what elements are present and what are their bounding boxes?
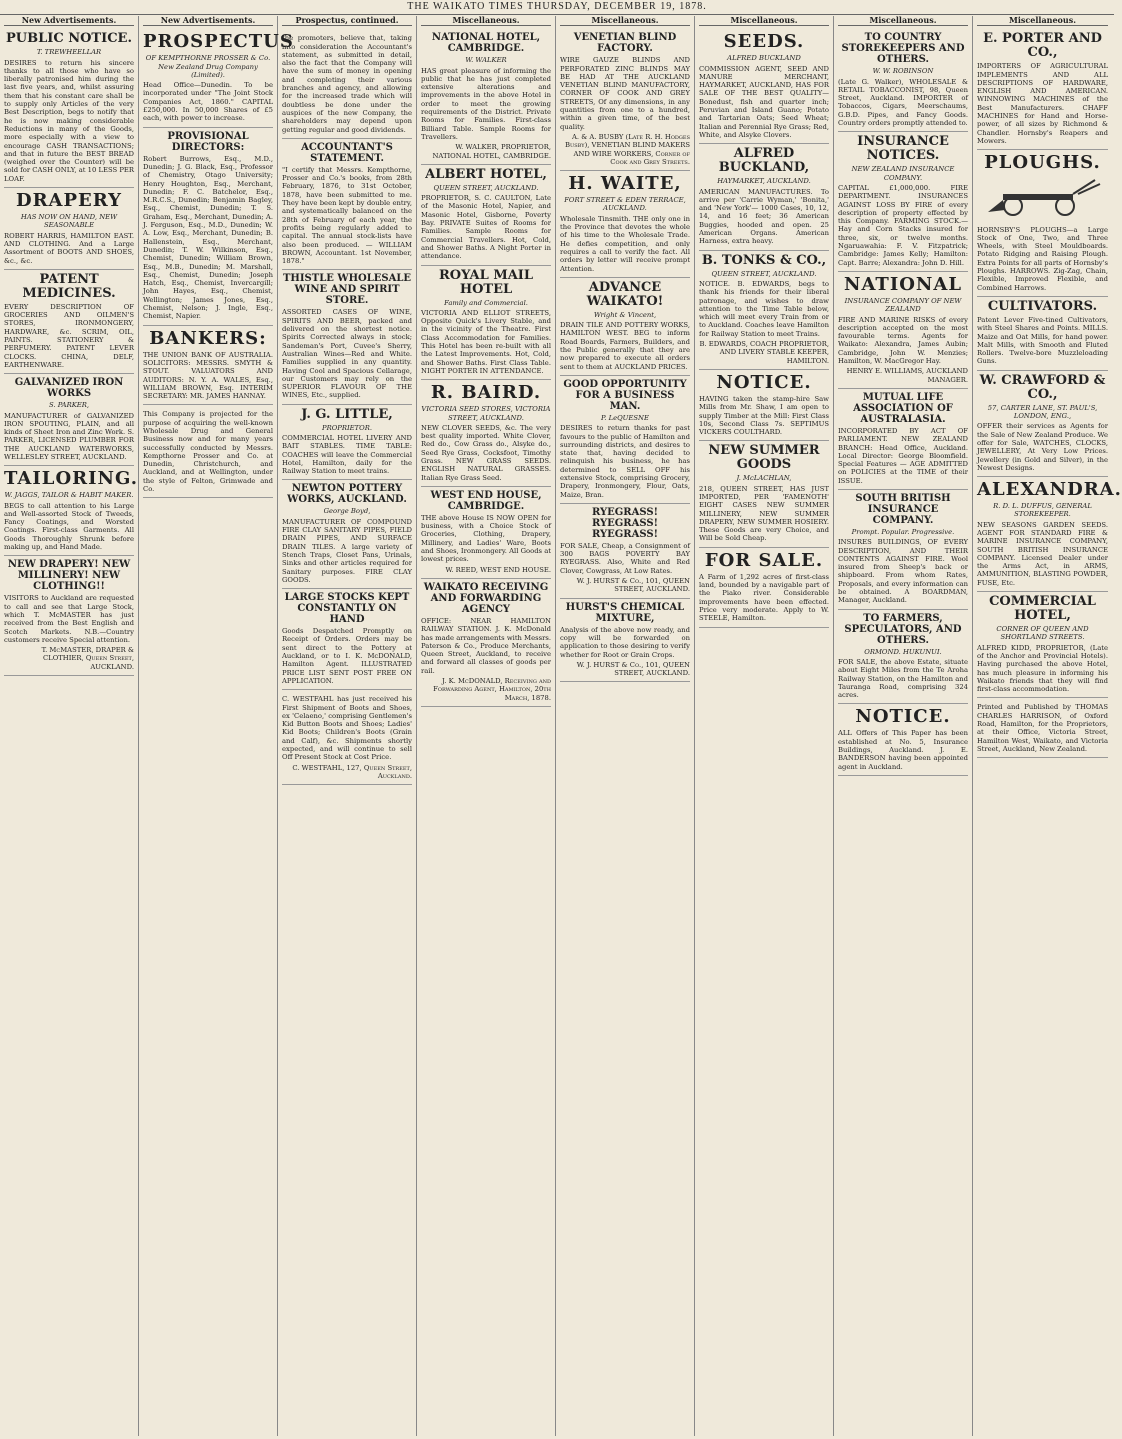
advertisement [838, 132, 968, 272]
advertisement [838, 29, 968, 132]
ad-signature: B. EDWARDS, COACH PROPRIETOR, AND LIVERY STABLE KEEPER, HAMILTON. [699, 340, 829, 365]
ad-subtitle: W. WALKER [465, 56, 507, 65]
ad-subtitle: Prompt. Popular. Progressive. [851, 527, 955, 536]
ad-subtitle: NEW ZEALAND INSURANCE COMPANY. [851, 165, 955, 182]
ad-title: RYEGRASS! RYEGRASS! RYEGRASS! [592, 506, 658, 540]
ad-body: "I certify that Messrs. Kempthorne, Prosser and Co.'s books, from 28th February, 1876, to 31st October, 1878, have been submitted to me. They have been kept by double entry, and systematically balanced on the 28th of February of each year, the profits being regularly added to capital. The annual stock-lists have also been produced. — WILLIAM BROWN, Accountant. 1st November, 1878." [282, 165, 412, 266]
advertisement [838, 704, 968, 775]
advertisement [977, 698, 1108, 758]
ad-body: HAS great pleasure of informing the public that he has just completed extensive alterations and improvements in the above Hotel in order to meet the growing requirements of the District. Private Rooms for Families. First-class Billiard Table. Sample Rooms for Travellers. [421, 66, 551, 141]
advertisement [143, 326, 273, 406]
ad-title: FOR SALE. [704, 549, 824, 571]
ad-title: WAIKATO RECEIVING AND FORWARDING AGENCY [423, 581, 549, 615]
column-2 [139, 15, 294, 1436]
plough-engraving-icon [983, 176, 1103, 218]
ad-title: NEWTON POTTERY WORKS, AUCKLAND. [287, 483, 407, 506]
ad-subtitle: Wright & Vincent, [593, 310, 657, 319]
ad-title: NEW DRAPERY! NEW MILLINERY! NEW CLOTHING!! [7, 559, 131, 593]
ad-subtitle: R. D. L. DUFFUS, GENERAL STOREKEEPER. [993, 502, 1092, 519]
ad-signature: W. WALKER, PROPRIETOR, NATIONAL HOTEL, CAMBRIDGE. [432, 143, 551, 160]
ad-body: THE above House IS NOW OPEN for business, with a Choice Stock of Groceries, Clothing, Drapery, Millinery, and Ladies' Ware, Boots and Shoes, Ironmongery. All Goods at lowest prices. [421, 513, 551, 564]
ad-title: PROVISIONAL DIRECTORS: [167, 130, 249, 153]
advertisement [699, 441, 829, 547]
advertisement [560, 504, 690, 599]
ad-title: GOOD OPPORTUNITY FOR A BUSINESS MAN. [563, 378, 687, 412]
ad-signature: A. & A. BUSBY (Late R. H. Hodges Busby), VENETIAN BLIND MAKERS AND WIRE WORKERS, Corner of Cook and Grey Streets. [565, 132, 690, 166]
ad-body: COMMISSION AGENT, SEED AND MANURE MERCHANT, HAYMARKET, AUCKLAND, HAS FOR SALE OF THE BEST QUALITY—Bonedust, fish and quarter inch; Peruvian and Island Guano; Potato and Tartarian Oats; Seed Wheat; Italian and Perennial Rye Grass; Red, White, and Alsyke Clovers. [699, 64, 829, 139]
ad-subtitle: S. PARKER, [48, 401, 90, 410]
advertisement [421, 380, 551, 487]
advertisement [282, 589, 412, 690]
advertisement [282, 270, 412, 404]
ad-body: VICTORIA AND ELLIOT STREETS, Opposite Quick's Livery Stable, and in the vicinity of the Theatre. First Class Accommodation for Families. This Hotel has been re-built with all the Latest Improvements. Hot, Cold, and Shower Baths. First Class Table. NIGHT PORTER IN ATTENDANCE. [421, 308, 551, 375]
column-heading: New Advertisements. [4, 16, 134, 26]
ad-title: LARGE STOCKS KEPT CONSTANTLY ON HAND [284, 592, 410, 626]
ad-body: ASSORTED CASES OF WINE, SPIRITS AND BEER, packed and delivered on the shortest notice. Spirits Corrected always in stock; Sandeman's Port, Cuvee's Sherry, Australian Wines—Red and White. Families supplied in any quantity. Having Cool and Spacious Cellarage, our Customers may rely on the SUPERIOR FLAVOUR OF THE WINES, Etc., supplied. [282, 308, 412, 400]
column-heading: Prospectus, continued. [282, 16, 412, 26]
ad-body: THE UNION BANK OF AUSTRALIA. SOLICITORS: MESSRS. SMYTH & STOUT. VALUATORS AND AUDITORS: N. Y. A. WALES, Esq., WILLIAM BROWN, Esq. INTERIM SECRETARY: MR. JAMES HANNAY. [143, 350, 273, 401]
ad-body: IMPORTERS OF AGRICULTURAL IMPLEMENTS AND ALL DESCRIPTIONS OF HARDWARE, ENGLISH AND AMERICAN. WINNOWING MACHINES of the Best Manufacturers. CHAFF MACHINES for Hand and Horse-power, of all sizes by Richmond & Chandler. Hornsby's Reapers and Mowers. [977, 62, 1108, 145]
advertisement [282, 480, 412, 589]
column-5 [556, 16, 695, 1436]
advertisement [282, 405, 412, 481]
ad-signature: W. REED, WEST END HOUSE. [445, 565, 551, 574]
advertisement [560, 171, 690, 278]
ad-body: NEW SEASONS GARDEN SEEDS. AGENT FOR STANDARD FIRE & MARINE INSURANCE COMPANY, SOUTH BRITISH INSURANCE COMPANY. Licensed Dealer under the Arms Act, in ARMS, AMMUNITION, BLASTING POWDER, FUSE, Etc. [977, 520, 1108, 587]
ad-subtitle: George Boyd, [323, 507, 371, 516]
ad-subtitle: CORNER OF QUEEN AND SHORTLAND STREETS. [996, 625, 1089, 642]
advertisement [977, 150, 1108, 297]
ad-title: WEST END HOUSE, CAMBRIDGE. [430, 489, 542, 512]
advertisement [4, 270, 134, 374]
ad-subtitle: QUEEN STREET, AUCKLAND. [711, 269, 817, 278]
ad-title: THISTLE WHOLESALE WINE AND SPIRIT STORE. [282, 273, 412, 307]
ad-subtitle: W. JAGGS, TAILOR & HABIT MAKER. [4, 491, 134, 500]
ad-signature: W. J. HURST & Co., 101, QUEEN STREET, AUCKLAND. [576, 660, 690, 678]
ad-title: SOUTH BRITISH INSURANCE COMPANY. [855, 492, 951, 526]
advertisement [699, 29, 829, 144]
ad-body: NOTICE. B. EDWARDS, begs to thank his friends for their liberal patronage, and wishes to draw attention to the Time Table below, which will meet every Train from or to Auckland. Coaches leave Hamilton for Railway Station to meet Trains. [699, 279, 829, 338]
ad-subtitle: 57, CARTER LANE, ST. PAUL'S, LONDON, ENG., [987, 403, 1098, 421]
ad-subtitle: Family and Commercial. [444, 298, 528, 307]
advertisement [699, 144, 829, 250]
column-7 [834, 16, 973, 1436]
column-heading: New Advertisements. [143, 16, 273, 26]
ad-body: FIRE AND MARINE RISKS of every description accepted on the most favourable terms. Agents for Waikato: Alexandra, James Aubin; Cambridge, John W. Menzies; Hamilton, W. MacGregor Hay. [838, 315, 968, 366]
ad-body: (Late G. Walker), WHOLESALE & RETAIL TOBACCONIST, 98, Queen Street, Auckland. IMPORTER of Tobaccos, Cigars, Meerschaums, G.B.D. Pipes, and Fancy Goods. Country orders promptly attended to. [838, 77, 968, 128]
advertisement [4, 374, 134, 466]
ad-body: INCORPORATED BY ACT OF PARLIAMENT. NEW ZEALAND BRANCH: Head Office, Auckland. Local Director: George Bloomfield. Special Features — AGE ADMITTED on POLICIES at the TIME of their ISSUE. [838, 426, 968, 485]
advertisement [421, 165, 551, 266]
ad-subtitle: J. McLACHLAN, [736, 474, 792, 483]
ad-body: C. WESTFAHL has just received his First Shipment of Boots and Shoes, ex 'Celaeno,' comprising Gentlemen's Kid Button Boots and Shoes; Ladies' Kid Boots; Children's Boots (Grain and Calf), &c. Shipments shortly expected, and will continue to sell Off Present Stock at Cost Price. [282, 695, 412, 762]
ad-subtitle: HAS NOW ON HAND, NEW SEASONABLE [20, 213, 118, 230]
advertisement [977, 371, 1108, 477]
advertisement [4, 29, 134, 188]
ad-body: WIRE GAUZE BLINDS AND PERFORATED ZINC BLINDS MAY BE HAD AT THE AUCKLAND VENETIAN BLIND MANUFACTORY, CORNER OF COOK AND GREY STREETS, Of any dimensions, in any quantities from one to a hundred, within a given time, of the best quality. [560, 56, 690, 131]
ad-title: ACCOUNTANT'S STATEMENT. [301, 141, 393, 164]
ad-signature: J. K. McDONALD, Receiving and Forwarding Agent, Hamilton, 20th March, 1878. [433, 677, 551, 702]
ad-body: MANUFACTURER of GALVANIZED IRON SPOUTING, PLAIN, and all kinds of Sheet Iron and Zinc Work. S. PARKER, LICENSED PLUMBER FOR THE AUCKLAND WATERWORKS, WELLESLEY STREET, AUCKLAND. [4, 411, 134, 461]
advertisement [699, 548, 829, 628]
ad-title: PATENT MEDICINES. [22, 271, 116, 301]
ad-body: HORNSBY'S PLOUGHS—a Large Stock of One, Two, and Three Wheels, with Steel Mouldboards. Potato Ridging and Raising Plough. Extra Points for all parts of Hornsby's Ploughs. HARROWS. Zig-Zag, Chain, Flexible, Improved Flexible, and Combined Harrows. [977, 225, 1108, 292]
ad-title: ROYAL MAIL HOTEL [438, 267, 534, 297]
advertisement [838, 490, 968, 610]
ad-body: CAPITAL £1,000,000. FIRE DEPARTMENT. INSURANCES AGAINST LOSS BY FIRE of every description of property effected by this Company. FARMING STOCK.—Hay and Corn Stacks insured for three, six, or twelve months. Ngaruawahia: F. V. Fitzpatrick; Cambridge: James Kelly; Hamilton: Capt. Barre; Alexandra: John D. Hill. [838, 183, 968, 267]
advertisement [282, 690, 412, 785]
ad-title: PLOUGHS. [984, 152, 1101, 174]
advertisement [560, 29, 690, 171]
column-6 [695, 16, 834, 1436]
advertisement [143, 405, 273, 498]
ad-title: ADVANCE WAIKATO! [586, 279, 664, 309]
ad-body: FOR SALE, the above Estate, situate about Eight Miles from the Te Aroha Railway Station, on the Hamilton and Tauranga Road, comprising 324 acres. [838, 657, 968, 700]
advertisement [977, 592, 1108, 698]
ad-subtitle: OF KEMPTHORNE PROSSER & Co. New Zealand Drug Company (Limited). [145, 54, 271, 79]
advertisement [421, 266, 551, 381]
advertisement [838, 610, 968, 705]
ad-title: TO COUNTRY STOREKEEPERS AND OTHERS. [841, 32, 965, 66]
column-heading: Miscellaneous. [421, 16, 551, 26]
ad-body: VISITORS to Auckland are requested to call and see that Large Stock, which T. McMASTER has just received from the Best English and Scotch Markets. N.B.—Country customers receive Special attention. [4, 594, 134, 644]
ad-body: DESIRES to return thanks for past favours to the public of Hamilton and surrounding districts, and desires to state that, having decided to relinquish his business, he has determined to SELL OFF his extensive Stock, comprising Grocery, Drapery, Ironmongery, Flour, Oats, Maize, Bran. [560, 424, 690, 499]
column-heading: Miscellaneous. [977, 16, 1108, 26]
ad-title: NOTICE. [855, 706, 951, 728]
ad-body: Wholesale Tinsmith. THE only one in the Province that devotes the whole of his time to the Wholesale Trade. He defies competition, and only requires a call to verify the fact. All orders by letter will receive prompt Attention. [560, 214, 690, 273]
columns [0, 15, 1122, 1436]
advertisement [977, 477, 1122, 592]
column-heading: Miscellaneous. [838, 16, 968, 26]
ad-subtitle: P. LeQUESNE [601, 413, 649, 422]
ad-title: B. TONKS & CO., [701, 252, 827, 268]
ad-body: Head Office—Dunedin. To be incorporated under "The Joint Stock Companies Act, 1860." CAPITAL £250,000. In 50,000 Shares of £5 each, with power to increase. [143, 81, 273, 123]
ad-body: OFFICE: NEAR HAMILTON RAILWAY STATION. J. K. McDonald has made arrangements with Messrs. Paterson & Co., Produce Merchants, Queen Street, Auckland, to receive and forward all classes of goods per rail. [421, 616, 551, 675]
ad-body: 218, QUEEN STREET, HAS JUST IMPORTED, PER 'FAMENOTH' EIGHT CASES NEW SUMMER MILLINERY, NEW SUMMER DRAPERY, NEW SUMMER HOSIERY. These Goods are very Choice, and Will be Sold Cheap. [699, 484, 829, 543]
ad-title: NOTICE. [716, 371, 812, 393]
advertisement [282, 139, 412, 271]
column-heading: Miscellaneous. [699, 16, 829, 26]
ad-title: TAILORING. [4, 468, 138, 490]
ad-subtitle: PROPRIETOR. [322, 423, 372, 432]
advertisement [560, 376, 690, 504]
ad-body: OFFER their services as Agents for the Sale of New Zealand Produce. We offer for Sale, WATCHES, CLOCKS, JEWELLERY, At Very Low Prices. Jewellery (in Gold and Silver), in the Newest Designs. [977, 422, 1108, 472]
advertisement [4, 556, 134, 676]
ad-subtitle: VICTORIA SEED STORES, VICTORIA STREET, AUCKLAND. [421, 405, 551, 422]
ad-subtitle: T. TREWHEELLAR [36, 48, 102, 57]
ad-body: the promoters, believe that, taking into consideration the Accountant's statement, as submitted in detail, also the fact that the Company will have the sum of money in opening and completing their various branches and agency, and allowing for the increased trade which will doubtless be done under the auspices of the new Company, the shareholders may depend upon getting regular and good dividends. [282, 34, 412, 134]
ad-title: E. PORTER AND CO., [983, 31, 1102, 61]
ad-subtitle: ALFRED BUCKLAND [727, 54, 801, 63]
ad-body: FOR SALE, Cheap, a Consignment of 300 BAGS POVERTY BAY RYEGRASS. Also, White and Red Clover, Cowgrass, At Low Rates. [560, 541, 690, 575]
advertisement [4, 466, 138, 556]
ad-title: ALFRED BUCKLAND, [718, 146, 810, 176]
ad-signature: W. J. HURST & Co., 101, QUEEN STREET, AUCKLAND. [576, 577, 690, 594]
ad-signature: C. WESTFAHL, 127, Queen Street, Auckland. [292, 763, 412, 780]
ad-signature: T. McMASTER, DRAPER & CLOTHIER, Queen Street, AUCKLAND. [41, 646, 134, 671]
advertisement [282, 29, 412, 139]
ad-title: COMMERCIAL HOTEL, [989, 594, 1096, 624]
ad-subtitle: INSURANCE COMPANY OF NEW ZEALAND [844, 296, 962, 314]
ad-title: W. CRAWFORD & CO., [979, 372, 1106, 402]
ad-title: VENETIAN BLIND FACTORY. [573, 32, 677, 55]
advertisement [421, 579, 551, 707]
ad-title: BANKERS: [149, 327, 267, 349]
ad-subtitle: HAYMARKET, AUCKLAND. [717, 177, 811, 186]
advertisement [4, 188, 134, 270]
advertisement [143, 29, 294, 127]
ad-body: PROPRIETOR, S. C. CAULTON, Late of the Masonic Hotel, Napier, and Masonic Hotel, Gisborne, Poverty Bay. PRIVATE Suites of Rooms for Families. Sample Rooms for Commercial Travellers. Hot, Cold, and Shower Baths. A Night Porter in attendance. [421, 194, 551, 261]
ad-title: NATIONAL [843, 273, 962, 295]
ad-body: BEGS to call attention to his Large and Well-assorted Stock of Tweeds, Fancy Coatings, and Worsted Coatings. First-class Garments. All Goods Thoroughly Shrunk before making up, and Hand Made. [4, 501, 134, 552]
ad-body: INSURES BUILDINGS, OF EVERY DESCRIPTION, AND THEIR CONTENTS AGAINST FIRE. Wool insured from Sheep's back or shipboard. From whom Rates, Proposals, and every information can be obtained. A BOARDMAN, Manager, Auckland. [838, 538, 968, 605]
ad-title: ALEXANDRA. [977, 479, 1122, 501]
column-3 [278, 16, 417, 1436]
ad-title: HURST'S CHEMICAL MIXTURE, [565, 601, 685, 624]
advertisement [421, 487, 551, 579]
ad-title: NATIONAL HOTEL, CAMBRIDGE. [431, 32, 541, 55]
ad-body: ALL Offers of This Paper has been established at No. 5, Insurance Buildings, Auckland. J. E. BANDERSON having been appointed agent in Auckland. [838, 729, 968, 771]
ad-body: A Farm of 1,292 acres of first-class land, bounded by a navigable part of the Piako river. Considerable improvements have been effected. Price very moderate. Apply to W. STEELE, Hamilton. [699, 572, 829, 623]
ad-title: PROSPECTUS [143, 31, 294, 53]
ad-body: HAVING taken the stamp-hire Saw Mills from Mr. Shaw, I am open to supply Timber at the Mill: First Class 10s, Second Class 7s. SEPTIMUS VICKERS COULTHARD. [699, 394, 829, 437]
ad-body: NEW CLOVER SEEDS, &c. The very best quality imported. White Clover, Red do., Cow Grass do., Alsyke do., Seed Rye Grass, Cocksfoot, Timothy Grass. NEW GRASS SEEDS. ENGLISH NATURAL GRASSES. Italian Rye Grass Seed. [421, 423, 551, 482]
ad-subtitle: QUEEN STREET, AUCKLAND. [433, 183, 539, 192]
ad-title: J. G. LITTLE, [301, 406, 393, 422]
advertisement [838, 272, 968, 389]
ad-subtitle: FORT STREET & EDEN TERRACE, AUCKLAND. [564, 196, 686, 213]
ad-body: COMMERCIAL HOTEL LIVERY AND BAIT STABLES. TIME TABLE: COACHES will leave the Commercial Hotel, Hamilton, daily for the Railway Station to meet trains. [282, 433, 412, 476]
ad-title: INSURANCE NOTICES. [857, 134, 949, 164]
ad-body: Printed and Published by THOMAS CHARLES HARRISON, of Oxford Road, Hamilton, for the Proprietors, at their Office, Victoria Street, Hamilton West, Waikato, and Victoria Street, Auckland, New Zealand. [977, 703, 1108, 753]
ad-subtitle: W. W. ROBINSON [872, 67, 934, 76]
ad-body: EVERY DESCRIPTION OF GROCERIES AND OILMEN'S STORES, IRONMONGERY, HARDWARE, &c. SCRIM, OIL, PAINTS. STATIONERY & PERFUMERY. PATENT LEVER CLOCKS. CHINA, DELF, EARTHENWARE. [4, 302, 134, 369]
ad-title: DRAPERY [15, 190, 123, 212]
column-1 [0, 16, 139, 1436]
ad-body: ALFRED KIDD, PROPRIETOR, (Late of the Anchor and Provincial Hotels). Having purchased the above Hotel, has much pleasure in informing his Waikato friends that they will find first-class accommodation. [977, 643, 1108, 694]
ad-title: PUBLIC NOTICE. [6, 31, 132, 47]
ad-title: SEEDS. [723, 31, 805, 53]
ad-body: Robert Burrows, Esq., M.D., Dunedin; J. G. Black, Esq., Professor of Chemistry, Otago University; Henry Houghton, Esq., Merchant, Dunedin; F. C. Batchelor, Esq., M.R.C.S., Dunedin; Benjamin Bagley, Esq., Chemist, Dunedin; T. S. Graham, Esq., Merchant, Dunedin; A. J. Ferguson, Esq., M.D., Dunedin; W. A. Low, Esq., Merchant, Dunedin; B. Hallenstein, Esq., Merchant, Dunedin; T. W. Wilkinson, Esq., Chemist, Dunedin; William Brown, Esq., M.B., Dunedin; M. Marshall, Esq., Chemist, Dunedin; Joseph Hatch, Esq., Chemist, Invercargill; John Hayes, Esq., Chemist, Wellington; James Jones, Esq., Chemist, Nelson; J. Ingle, Esq., Chemist, Napier. [143, 154, 273, 321]
ad-subtitle: ORMOND. HUKUNUI. [864, 647, 942, 656]
ad-body: AMERICAN MANUFACTURES. To arrive per 'Carrie Wyman,' 'Bonita,' and 'New York'— 1000 Cases, 10, 12, 14, and 16 feet; 36 American Buggies, hooded and open. 25 American Organs. American Harness, extra heavy. [699, 187, 829, 246]
column-8 [973, 15, 1122, 1436]
advertisement [421, 29, 551, 165]
advertisement [699, 370, 829, 441]
ad-body: MANUFACTURER OF COMPOUND FIRE CLAY SANITARY PIPES, FIELD DRAIN PIPES, AND SURFACE DRAIN TILES. A large variety of Stench Traps, Closet Pans, Urinals, Sinks and other articles required for Sanitary purposes. FIRE CLAY GOODS. [282, 517, 412, 584]
ad-body: Goods Despatched Promptly on Receipt of Orders. Orders may be sent direct to the Pottery at Auckland, or to I. K. McDONALD, Hamilton Agent. ILLUSTRATED PRICE LIST SENT POST FREE ON APPLICATION. [282, 627, 412, 685]
ad-body: This Company is projected for the purpose of acquiring the well-known Wholesale Drug and General Business now and for many years successfully conducted by Messrs. Kempthorne Prosser and Co. at Dunedin, Christchurch, and Auckland, and at Wellington, under the style of Felton, Grimwade and Co. [143, 410, 273, 494]
ad-body: DRAIN TILE AND POTTERY WORKS, HAMILTON WEST. BEG to inform Road Boards, Farmers, Builders, and the Public generally that they are now prepared to execute all orders sent to them at AUCKLAND PRICES. [560, 321, 690, 371]
advertisement [977, 29, 1108, 150]
column-heading: Miscellaneous. [560, 16, 690, 26]
ad-body: Analysis of the above now ready, and copy will be forwarded on application to those desiring to verify whether for Root or Grain Crops. [560, 625, 690, 659]
ad-title: R. BAIRD. [430, 382, 542, 404]
advertisement [560, 599, 690, 683]
ad-title: H. WAITE, [568, 173, 682, 195]
ad-title: MUTUAL LIFE ASSOCIATION OF AUSTRALASIA. [853, 391, 953, 425]
ad-title: ALBERT HOTEL, [425, 166, 547, 182]
ad-title: NEW SUMMER GOODS [708, 443, 820, 473]
ad-body: DESIRES to return his sincere thanks to all those who have so liberally patronised him during the last five years, and, whilst assuring them that his constant care shall be to supply only Articles of the very Best Description, begs to notify that he is now making considerable Reductions in many of the Goods, more especially with a view to encourage CASH TRANSACTIONS; and that in future the BEST BREAD (weighed over the Counter) will be sold for CASH ONLY, at 10 LESS PER LOAF. [4, 58, 134, 183]
advertisement [977, 297, 1108, 371]
advertisement [838, 389, 968, 490]
advertisement [699, 251, 829, 370]
ad-title: CULTIVATORS. [987, 298, 1098, 314]
ad-body: Patent Lever Five-tined Cultivators, with Steel Shares and Points. MILLS. Maize and Oat Mills, for hand power. Malt Mills, with Smooth and Fluted Rollers. Twelve-bore Muzzleloading Guns. [977, 315, 1108, 366]
masthead [0, 0, 1114, 15]
ad-body: ROBERT HARRIS, HAMILTON EAST. AND CLOTHING. And a Large Assortment of BOOTS AND SHOES, &c., &c. [4, 231, 134, 265]
ad-signature: HENRY E. WILLIAMS, AUCKLAND MANAGER. [846, 367, 968, 384]
ad-title: GALVANIZED IRON WORKS [14, 377, 124, 400]
column-4 [417, 16, 556, 1436]
masthead-title: THE WAIKATO TIMES THURSDAY, DECEMBER 19, 1878. [407, 1, 707, 12]
ad-title: TO FARMERS, SPECULATORS, AND OTHERS. [844, 612, 962, 646]
advertisement [560, 278, 690, 376]
advertisement [143, 128, 273, 326]
